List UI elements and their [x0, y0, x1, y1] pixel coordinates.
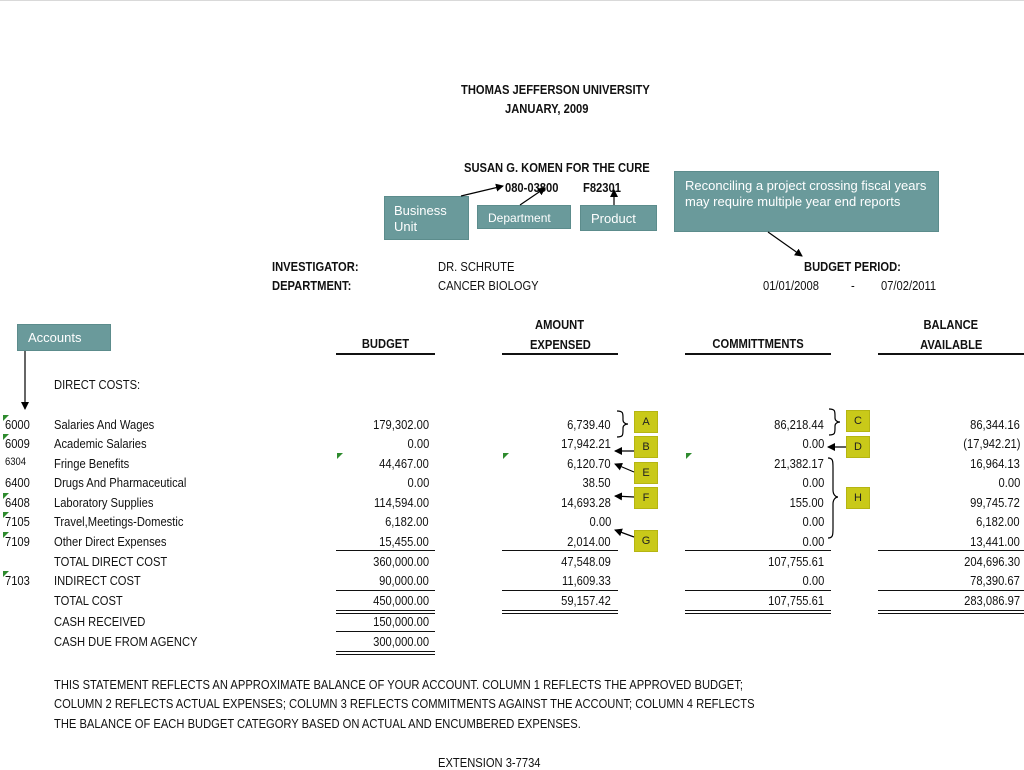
budget-column-header: BUDGET	[361, 336, 410, 351]
account-name: Fringe Benefits	[54, 456, 130, 471]
business-unit-label: Business Unit	[394, 203, 447, 234]
total-direct-label: TOTAL DIRECT COST	[54, 554, 168, 569]
tag-h: H	[846, 487, 870, 509]
tag-e: E	[634, 462, 658, 484]
total-direct-budget: 360,000.00	[373, 554, 429, 569]
tag-f: F	[634, 487, 658, 509]
indirect-expensed: 11,609.33	[562, 573, 611, 588]
cash-due-label: CASH DUE FROM AGENCY	[54, 634, 198, 649]
brace-h	[828, 458, 838, 538]
budget-value: 0.00	[407, 475, 429, 490]
balance-value: 0.00	[998, 475, 1020, 490]
university-title: THOMAS JEFFERSON UNIVERSITY	[461, 82, 650, 97]
total-direct-balance: 204,696.30	[964, 554, 1020, 569]
account-number: 080-03800	[505, 180, 559, 195]
total-cost-commitments: 107,755.61	[768, 593, 824, 608]
commitments-value: 21,382.17	[774, 456, 824, 471]
cash-due-value: 300,000.00	[373, 634, 429, 649]
sponsor-name: SUSAN G. KOMEN FOR THE CURE	[464, 160, 650, 175]
account-code: 6408	[5, 495, 30, 510]
budget-value: 114,594.00	[373, 495, 429, 510]
account-name: Travel,Meetings-Domestic	[54, 514, 184, 529]
expensed-value: 17,942.21	[561, 436, 611, 451]
account-name: Salaries And Wages	[54, 417, 155, 432]
tag-a: A	[634, 411, 658, 433]
budget-period-label: BUDGET PERIOD:	[804, 259, 901, 274]
total-cost-balance: 283,086.97	[964, 593, 1020, 608]
brace-a	[617, 411, 628, 437]
account-name: Laboratory Supplies	[54, 495, 154, 510]
total-cost-expensed: 59,157.42	[561, 593, 611, 608]
commitments-value: 0.00	[802, 436, 824, 451]
expensed-value: 38.50	[583, 475, 611, 490]
balance-value: 6,182.00	[976, 514, 1020, 529]
expensed-value: 14,693.28	[561, 495, 611, 510]
accounts-callout-label: Accounts	[28, 330, 82, 345]
total-cost-label: TOTAL COST	[54, 593, 123, 608]
commitments-column-header: COMMITTMENTS	[712, 336, 804, 351]
account-name: Academic Salaries	[54, 436, 147, 451]
indirect-commitments: 0.00	[802, 573, 824, 588]
account-code: 6304	[5, 456, 27, 468]
arrow-e	[615, 464, 634, 472]
balance-header-line1: BALANCE	[923, 317, 979, 332]
department-label: DEPARTMENT:	[272, 278, 352, 293]
account-name: Drugs And Pharmaceutical	[54, 475, 187, 490]
commitments-value: 0.00	[802, 534, 824, 549]
indirect-label: INDIRECT COST	[54, 573, 141, 588]
budget-period-dash: -	[851, 278, 855, 293]
balance-value: 13,441.00	[970, 534, 1020, 549]
budget-value: 0.00	[407, 436, 429, 451]
product-callout-label: Product	[591, 211, 636, 226]
business-unit-arrow	[461, 186, 503, 196]
account-name: Other Direct Expenses	[54, 534, 167, 549]
commitments-value: 0.00	[802, 475, 824, 490]
indirect-code: 7103	[5, 573, 30, 588]
total-direct-commitments: 107,755.61	[768, 554, 824, 569]
budget-period-start: 01/01/2008	[763, 278, 819, 293]
balance-value: 86,344.16	[970, 417, 1020, 432]
product-code: F82301	[583, 180, 621, 195]
account-code: 6009	[5, 436, 30, 451]
tag-c: C	[846, 410, 870, 432]
balance-value: 99,745.72	[970, 495, 1020, 510]
department-arrow	[520, 188, 545, 205]
reconcile-arrow	[768, 232, 802, 256]
amount-header-line2: EXPENSED	[529, 337, 591, 352]
budget-value: 15,455.00	[379, 534, 429, 549]
expensed-value: 2,014.00	[567, 534, 611, 549]
expensed-value: 6,739.40	[567, 417, 611, 432]
investigator-value: DR. SCHRUTE	[438, 259, 515, 274]
total-direct-expensed: 47,548.09	[561, 554, 611, 569]
brace-c	[829, 409, 840, 435]
statement-line-3: THE BALANCE OF EACH BUDGET CATEGORY BASED ON ACTUAL AND ENCUMBERED EXPENSES.	[54, 716, 581, 731]
account-code: 7109	[5, 534, 30, 549]
total-cost-budget: 450,000.00	[373, 593, 429, 608]
budget-period-end: 07/02/2011	[881, 278, 937, 293]
statement-line-2: COLUMN 2 REFLECTS ACTUAL EXPENSES; COLUMN 3 REFLECTS COMMITMENTS AGAINST THE ACCOUNT; COLUMN 4 REFLECTS	[54, 696, 755, 711]
tag-g: G	[634, 530, 658, 552]
indirect-balance: 78,390.67	[970, 573, 1020, 588]
tag-d: D	[846, 436, 870, 458]
balance-value: 16,964.13	[970, 456, 1020, 471]
account-code: 6000	[5, 417, 30, 432]
cash-received-label: CASH RECEIVED	[54, 614, 146, 629]
direct-costs-title: DIRECT COSTS:	[54, 377, 141, 392]
amount-header-line1: AMOUNT	[535, 317, 585, 332]
investigator-label: INVESTIGATOR:	[272, 259, 359, 274]
tag-b: B	[634, 436, 658, 458]
budget-value: 44,467.00	[379, 456, 429, 471]
reconcile-note-text: Reconciling a project crossing fiscal years may require multiple year end reports	[685, 178, 927, 209]
arrow-g	[615, 530, 634, 537]
balance-header-line2: AVAILABLE	[919, 337, 983, 352]
commitments-value: 86,218.44	[774, 417, 824, 432]
budget-value: 6,182.00	[385, 514, 429, 529]
report-month: JANUARY, 2009	[505, 101, 589, 116]
budget-value: 179,302.00	[373, 417, 429, 432]
expensed-value: 0.00	[589, 514, 611, 529]
department-value: CANCER BIOLOGY	[438, 278, 539, 293]
cash-received-value: 150,000.00	[373, 614, 429, 629]
statement-line-1: THIS STATEMENT REFLECTS AN APPROXIMATE BALANCE OF YOUR ACCOUNT. COLUMN 1 REFLECTS THE APPROVED BUDGET;	[54, 677, 743, 692]
account-code: 7105	[5, 514, 30, 529]
balance-value: (17,942.21)	[962, 436, 1020, 451]
account-code: 6400	[5, 475, 30, 490]
department-callout-label: Department	[488, 211, 551, 225]
indirect-budget: 90,000.00	[379, 573, 429, 588]
expensed-value: 6,120.70	[567, 456, 611, 471]
extension-number: EXTENSION 3-7734	[438, 755, 541, 770]
commitments-value: 0.00	[802, 514, 824, 529]
arrow-f	[615, 496, 634, 497]
commitments-value: 155.00	[789, 495, 824, 510]
